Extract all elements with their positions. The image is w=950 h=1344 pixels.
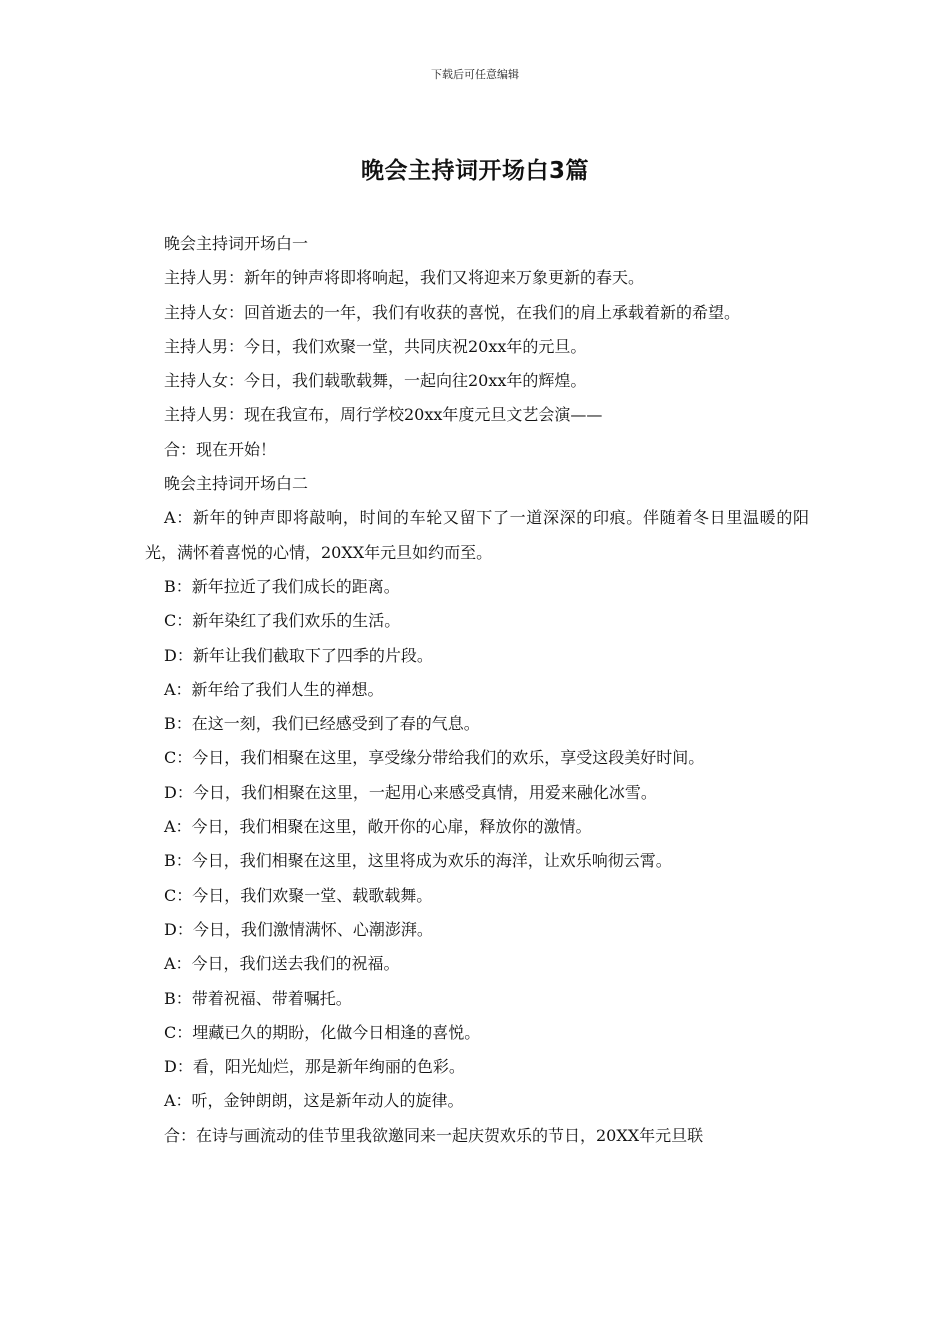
paragraph: A：新年的钟声即将敲响，时间的车轮又留下了一道深深的印痕。伴随着冬日里温暖的阳光，满怀着喜悦的心情，20XX年元旦如约而至。 — [145, 508, 809, 562]
paragraph: A：今日，我们相聚在这里，敞开你的心扉，释放你的激情。 — [164, 817, 592, 837]
paragraph: 主持人男：现在我宣布，周行学校20xx年度元旦文艺会演—— — [164, 405, 603, 425]
paragraph: C：今日，我们欢聚一堂、载歌载舞。 — [164, 885, 433, 905]
paragraph: 主持人男：今日，我们欢聚一堂，共同庆祝20xx年的元旦。 — [164, 336, 587, 356]
header-note: 下载后可任意编辑 — [431, 68, 519, 81]
section-heading-2: 晚会主持词开场白二 — [164, 474, 309, 494]
paragraph: B：在这一刻，我们已经感受到了春的气息。 — [164, 714, 480, 734]
paragraph: C：今日，我们相聚在这里，享受缘分带给我们的欢乐，享受这段美好时间。 — [164, 748, 705, 768]
paragraph: A：今日，我们送去我们的祝福。 — [164, 954, 400, 974]
paragraph: 主持人男：新年的钟声将即将响起，我们又将迎来万象更新的春天。 — [164, 268, 645, 288]
paragraph: A：听，金钟朗朗，这是新年动人的旋律。 — [164, 1091, 464, 1111]
paragraph: D：看，阳光灿烂，那是新年绚丽的色彩。 — [164, 1057, 465, 1077]
paragraph: D：今日，我们激情满怀、心潮澎湃。 — [164, 919, 433, 939]
document-title: 晚会主持词开场白3篇 — [360, 158, 589, 184]
paragraph: C：新年染红了我们欢乐的生活。 — [164, 611, 401, 631]
paragraph: B：今日，我们相聚在这里，这里将成为欢乐的海洋，让欢乐响彻云霄。 — [164, 851, 672, 871]
paragraph: 主持人女：今日，我们载歌载舞，一起向往20xx年的辉煌。 — [164, 371, 587, 391]
paragraph: A：新年给了我们人生的禅想。 — [164, 679, 384, 699]
paragraph: 合：现在开始！ — [164, 439, 277, 459]
paragraph: C：埋藏已久的期盼，化做今日相逢的喜悦。 — [164, 1022, 481, 1042]
paragraph: 合：在诗与画流动的佳节里我欲邀同来一起庆贺欢乐的节日，20XX年元旦联 — [164, 1125, 704, 1145]
paragraph: D：今日，我们相聚在这里，一起用心来感受真情，用爱来融化冰雪。 — [164, 782, 657, 802]
paragraph: B：带着祝福、带着嘱托。 — [164, 988, 352, 1008]
paragraph: D：新年让我们截取下了四季的片段。 — [164, 645, 433, 665]
section-heading-1: 晚会主持词开场白一 — [164, 234, 309, 253]
paragraph: B：新年拉近了我们成长的距离。 — [164, 576, 400, 596]
document-body — [145, 227, 809, 1153]
paragraph: 主持人女：回首逝去的一年，我们有收获的喜悦，在我们的肩上承载着新的希望。 — [164, 302, 741, 322]
